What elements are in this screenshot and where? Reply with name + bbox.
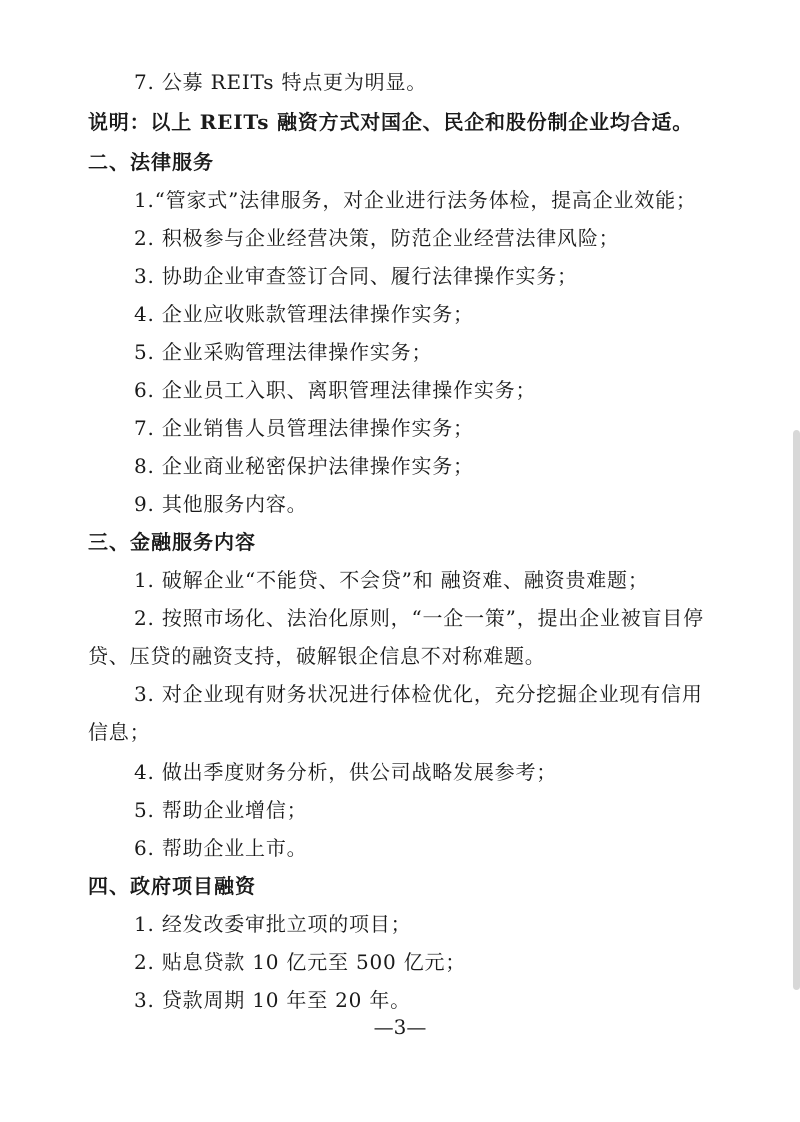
legal-item: 6. 企业员工入职、离职管理法律操作实务； — [134, 378, 537, 402]
finance-item: 2. 按照市场化、法治化原则，“一企一策”，提出企业被盲目停 — [134, 606, 704, 630]
legal-item: 3. 协助企业审查签订合同、履行法律操作实务； — [134, 264, 578, 288]
finance-item: 4. 做出季度财务分析，供公司战略发展参考； — [134, 760, 558, 784]
finance-item: 3. 对企业现有财务状况进行体检优化，充分挖掘企业现有信用 — [134, 682, 703, 706]
gov-item: 1. 经发改委审批立项的项目； — [134, 912, 412, 936]
finance-item: 6. 帮助企业上市。 — [134, 836, 308, 860]
finance-item-continued: 贷、压贷的融资支持，破解银企信息不对称难题。 — [88, 644, 546, 668]
legal-item: 5. 企业采购管理法律操作实务； — [134, 340, 433, 364]
legal-item: 4. 企业应收账款管理法律操作实务； — [134, 302, 474, 326]
finance-item: 5. 帮助企业增信； — [134, 798, 308, 822]
legal-item: 2. 积极参与企业经营决策，防范企业经营法律风险； — [134, 226, 620, 250]
legal-item: 1.“管家式”法律服务，对企业进行法务体检，提高企业效能； — [134, 188, 697, 212]
gov-item: 3. 贷款周期 10 年至 20 年。 — [134, 988, 411, 1012]
reits-item-7: 7. 公募 REITs 特点更为明显。 — [134, 70, 428, 94]
section-heading-finance: 三、金融服务内容 — [88, 530, 256, 554]
legal-item: 8. 企业商业秘密保护法律操作实务； — [134, 454, 474, 478]
section-heading-gov: 四、政府项目融资 — [88, 874, 256, 898]
page-number: —3— — [373, 1015, 427, 1039]
section-heading-legal: 二、法律服务 — [88, 150, 214, 174]
legal-item: 7. 企业销售人员管理法律操作实务； — [134, 416, 474, 440]
finance-item: 1. 破解企业“不能贷、不会贷”和 融资难、融资贵难题； — [134, 568, 649, 592]
reits-note: 说明：以上 REITs 融资方式对国企、民企和股份制企业均合适。 — [88, 110, 694, 134]
gov-item: 2. 贴息贷款 10 亿元至 500 亿元； — [134, 950, 467, 974]
finance-item-continued: 信息； — [88, 720, 151, 744]
legal-item: 9. 其他服务内容。 — [134, 492, 308, 516]
